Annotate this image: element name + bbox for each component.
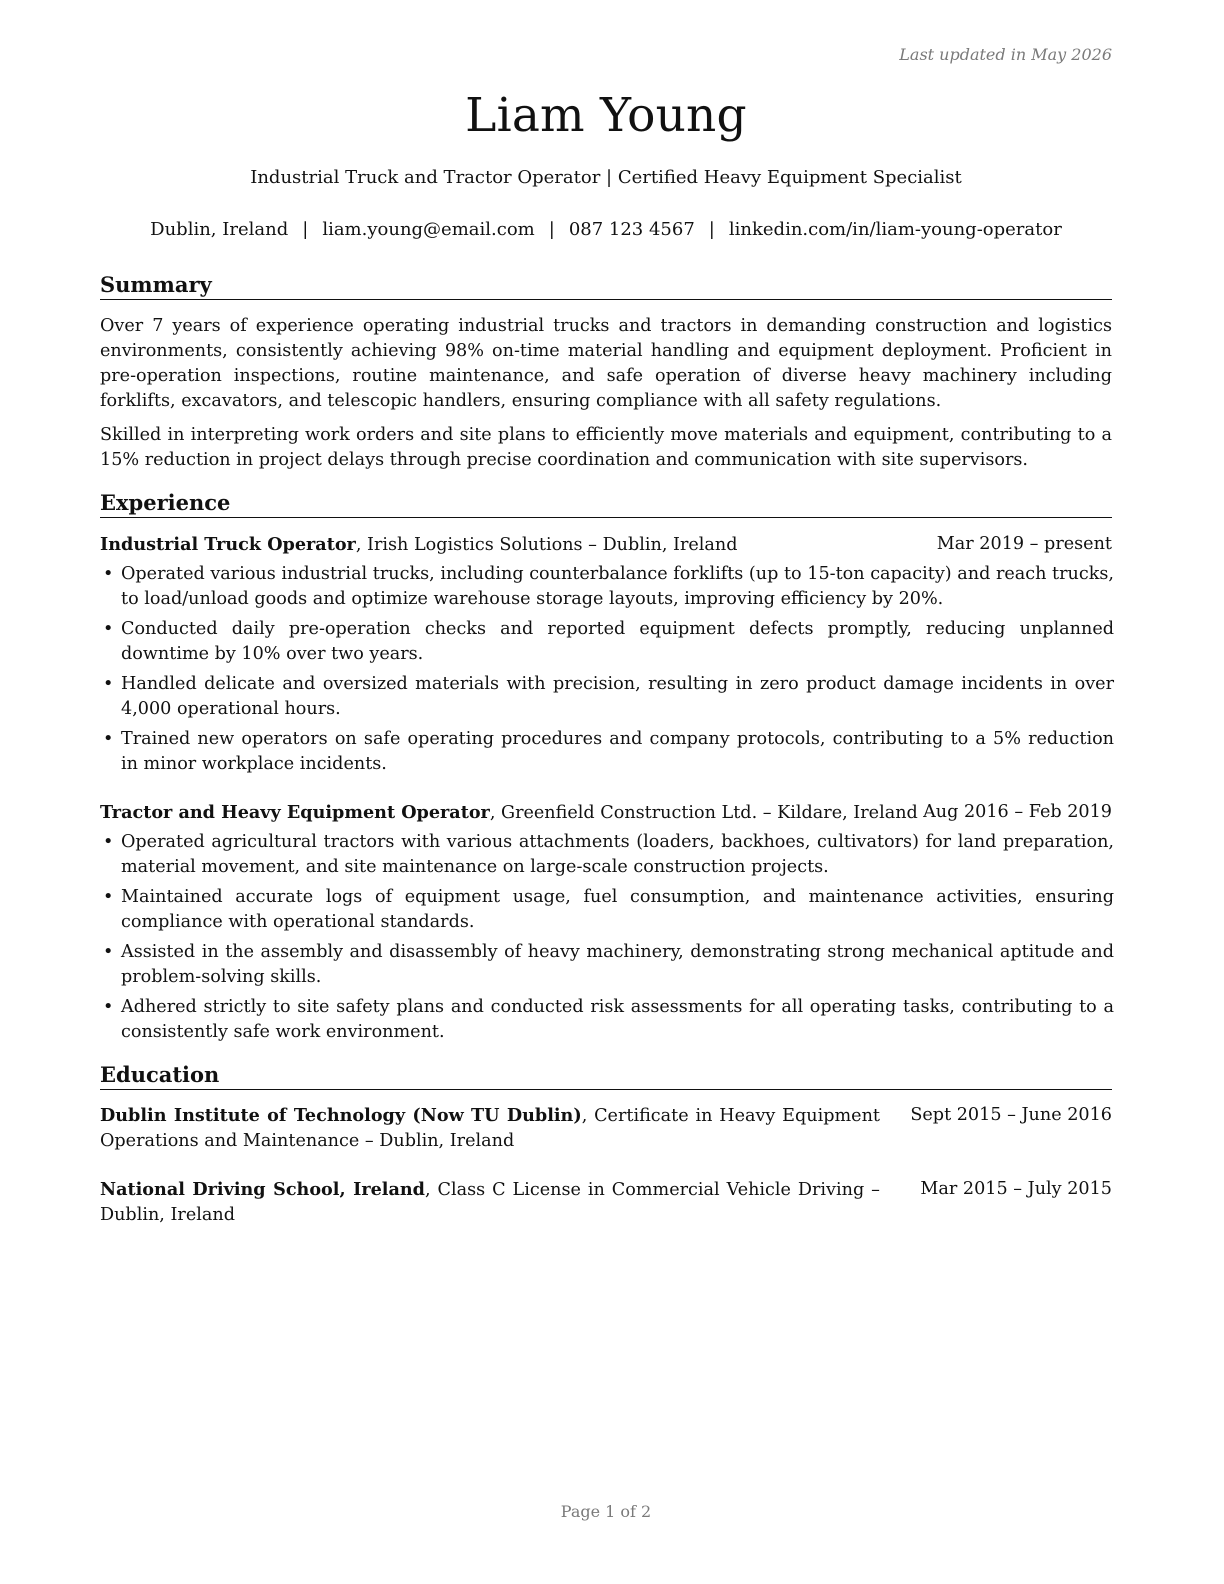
job-dates: Mar 2019 – present <box>936 534 1112 554</box>
job-title-line <box>100 800 918 826</box>
bullet-icon: • <box>103 674 114 694</box>
job-org: , Greenfield Construction Ltd. – Kildare, Ireland <box>489 803 918 823</box>
contact-email[interactable]: liam.young@email.com <box>322 219 535 240</box>
education-entry <box>100 1103 1112 1154</box>
bullet-icon: • <box>103 942 114 962</box>
section-title-summary: Summary <box>100 271 1112 300</box>
bullet-icon: • <box>103 887 114 907</box>
bullet-text: Conducted daily pre-operation checks and reported equipment defects promptly, reducing unplanned downtime by 10% over two years. <box>121 619 1114 664</box>
bullet-text: Assisted in the assembly and disassembly of heavy machinery, demonstrating strong mechanical aptitude and problem-solving skills. <box>121 942 1114 987</box>
section-title-experience: Experience <box>100 489 1112 518</box>
bullet-text: Handled delicate and oversized materials with precision, resulting in zero product damage incidents in over 4,000 operational hours. <box>121 674 1114 719</box>
contact-location: Dublin, Ireland <box>150 219 289 240</box>
candidate-name: Liam Young <box>465 88 747 143</box>
job-bullets <box>100 562 1114 782</box>
bullet-text: Operated agricultural tractors with various attachments (loaders, backhoes, cultivators) for land preparation, material movement, and site maintenance on large-scale construction projects. <box>121 832 1114 877</box>
job-dates: Aug 2016 – Feb 2019 <box>923 802 1112 822</box>
job-role: Industrial Truck Operator <box>100 534 356 555</box>
bullet-icon: • <box>103 729 114 749</box>
education-detail-line <box>100 1103 880 1154</box>
job-bullet <box>100 672 1114 722</box>
education-school: National Driving School, Ireland <box>100 1179 425 1200</box>
education-entry <box>100 1177 1112 1228</box>
bullet-text: Adhered strictly to site safety plans and conducted risk assessments for all operating tasks, contributing to a consistently safe work environment. <box>121 997 1114 1042</box>
job-bullet <box>100 940 1114 990</box>
job-bullet <box>100 995 1114 1045</box>
job-title-line <box>100 532 738 558</box>
job-bullet <box>100 727 1114 777</box>
summary-paragraph: Over 7 years of experience operating industrial trucks and tractors in demanding construction and logistics environments, consistently achieving 98% on-time material handling and equipment deployment. Proficient in pre-operation inspections, routine maintenance, and safe operation of diverse heavy machinery including forklifts, excavators, and telescopic handlers, ensuring compliance with all safety regulations. <box>100 316 1112 411</box>
bullet-icon: • <box>103 619 114 639</box>
education-dates: Mar 2015 – July 2015 <box>920 1179 1112 1199</box>
education-detail: , Certificate in Heavy Equipment Operations and Maintenance – Dublin, Ireland <box>100 1106 880 1151</box>
job-role: Tractor and Heavy Equipment Operator <box>100 802 490 823</box>
job-bullet <box>100 885 1114 935</box>
education-dates: Sept 2015 – June 2016 <box>910 1105 1112 1125</box>
tagline: Industrial Truck and Tractor Operator | Certified Heavy Equipment Specialist <box>250 167 962 188</box>
contact-line <box>100 219 1112 240</box>
job-org: , Irish Logistics Solutions – Dublin, Ireland <box>355 535 738 555</box>
education-school: Dublin Institute of Technology (Now TU Dublin) <box>100 1105 582 1126</box>
bullet-text: Operated various industrial trucks, including counterbalance forklifts (up to 15-ton capacity) and reach trucks, to load/unload goods and optimize warehouse storage layouts, improving efficiency by 20%. <box>121 564 1114 609</box>
contact-phone: 087 123 4567 <box>568 219 695 240</box>
education-detail: , Class C License in Commercial Vehicle Driving – Dublin, Ireland <box>100 1180 880 1225</box>
resume-page <box>100 0 1112 1584</box>
summary-paragraph: Skilled in interpreting work orders and site plans to efficiently move materials and equipment, contributing to a 15% reduction in project delays through precise coordination and communication with site supervisors. <box>100 425 1112 470</box>
job-bullet <box>100 562 1114 612</box>
contact-separator: | <box>302 219 309 240</box>
contact-separator: | <box>708 219 715 240</box>
bullet-text: Maintained accurate logs of equipment usage, fuel consumption, and maintenance activities, ensuring compliance with operational standards. <box>121 887 1114 932</box>
education-detail-line <box>100 1177 880 1228</box>
bullet-icon: • <box>103 564 114 584</box>
job-bullet <box>100 617 1114 667</box>
contact-linkedin[interactable]: linkedin.com/in/liam-young-operator <box>728 219 1062 240</box>
contact-separator: | <box>548 219 555 240</box>
section-title-education: Education <box>100 1061 1112 1090</box>
job-bullets <box>100 830 1114 1050</box>
job-bullet <box>100 830 1114 880</box>
page-number: Page 1 of 2 <box>560 1502 652 1521</box>
bullet-icon: • <box>103 997 114 1017</box>
bullet-text: Trained new operators on safe operating procedures and company protocols, contributing to a 5% reduction in minor workplace incidents. <box>121 729 1114 774</box>
last-updated: Last updated in May 2026 <box>899 45 1112 64</box>
bullet-icon: • <box>103 832 114 852</box>
